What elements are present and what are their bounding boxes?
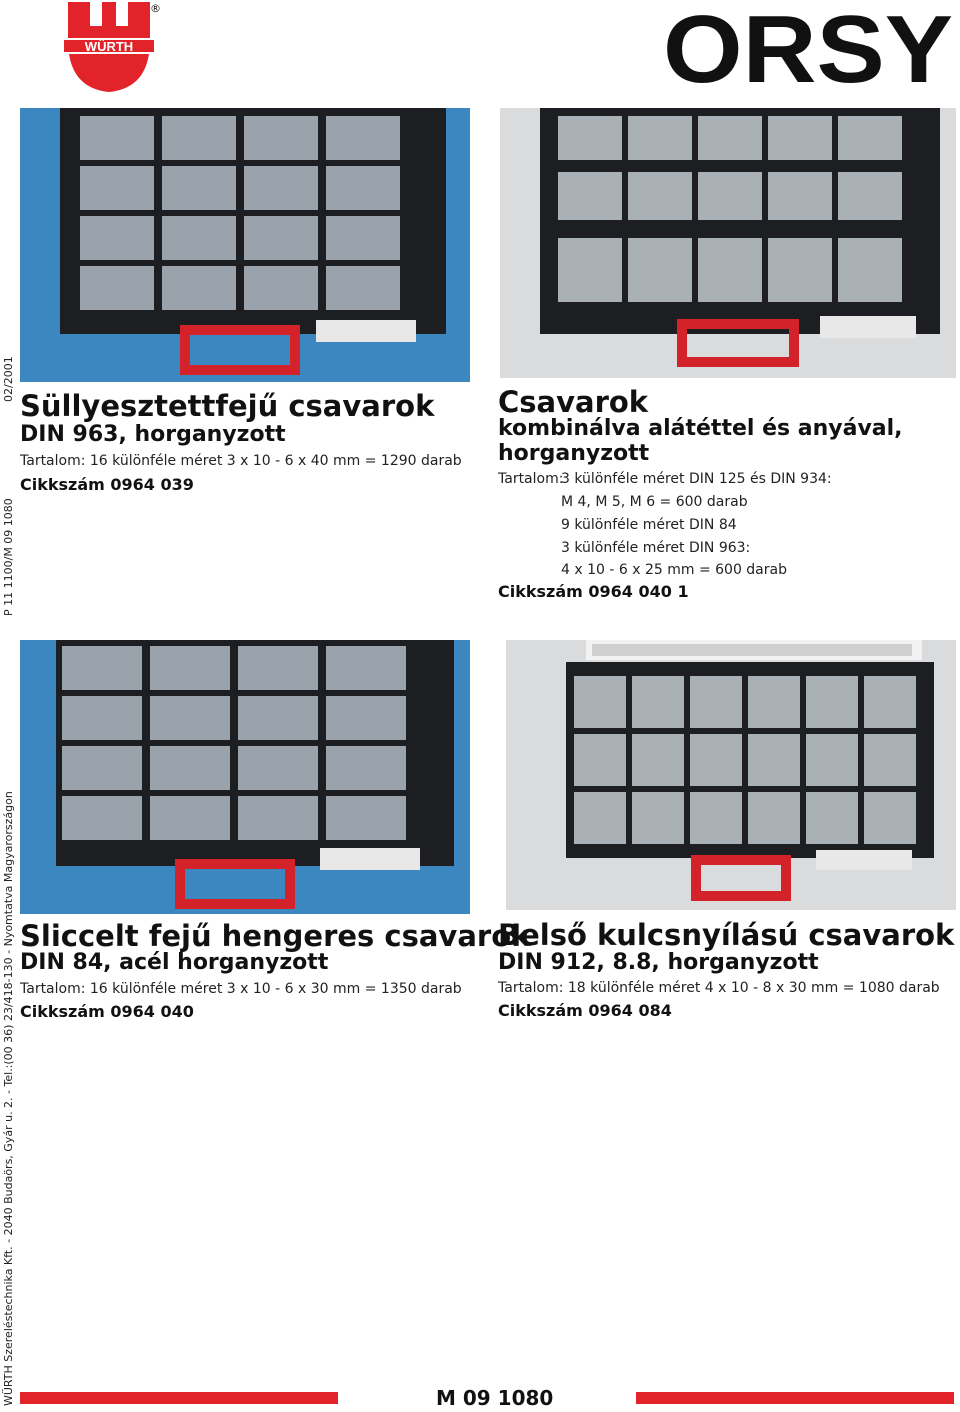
wurth-logo-text: WÜRTH <box>84 39 134 54</box>
footer-catalog-code: M 09 1080 <box>436 1386 554 1410</box>
product-code-slotted: Cikkszám 0964 040 <box>20 1002 194 1021</box>
product-code-socket: Cikkszám 0964 084 <box>498 1001 672 1020</box>
product-content-slotted: Tartalom: 16 különféle méret 3 x 10 - 6 x 30 mm = 1350 darab <box>20 981 462 997</box>
footer-bar-right <box>636 1392 954 1404</box>
product-photo-socket-screws <box>506 640 956 910</box>
company-imprint: WÜRTH Szereléstechnika Kft. - 2040 Budaörs, Gyár u. 2. - Tel.:(00 36) 23/418-130 - Nyomtatva Magyarországon <box>2 791 15 1406</box>
product-content-line-2: M 4, M 5, M 6 = 600 darab <box>561 494 748 510</box>
product-subtitle-countersunk: DIN 963, horganyzott <box>20 422 286 447</box>
product-subtitle-socket: DIN 912, 8.8, horganyzott <box>498 950 819 975</box>
product-content-label-combined: Tartalom: <box>498 471 564 487</box>
product-photo-countersunk-screws <box>20 108 470 382</box>
wurth-logo <box>64 0 154 94</box>
product-title-combined: Csavarok <box>498 385 649 419</box>
product-photo-slotted-screws <box>20 640 470 914</box>
product-code-countersunk: Cikkszám 0964 039 <box>20 475 194 494</box>
document-reference: P 11 1100/M 09 1080 <box>2 498 15 616</box>
product-content-line-1: 3 különféle méret DIN 125 és DIN 934: <box>561 471 832 487</box>
product-content-socket: Tartalom: 18 különféle méret 4 x 10 - 8 x 30 mm = 1080 darab <box>498 980 940 996</box>
product-title-slotted: Sliccelt fejű hengeres csavarok <box>20 919 531 953</box>
product-subtitle-combined-line1: kombinálva alátéttel és anyával, <box>498 416 903 441</box>
registered-mark: ® <box>150 2 161 15</box>
issue-date: 02/2001 <box>2 356 15 402</box>
product-content-line-4: 3 különféle méret DIN 963: <box>561 540 751 556</box>
product-code-combined: Cikkszám 0964 040 1 <box>498 582 689 601</box>
product-content-countersunk: Tartalom: 16 különféle méret 3 x 10 - 6 x 40 mm = 1290 darab <box>20 453 462 469</box>
product-content-line-3: 9 különféle méret DIN 84 <box>561 517 737 533</box>
product-content-line-5: 4 x 10 - 6 x 25 mm = 600 darab <box>561 562 787 578</box>
footer-bar-left <box>20 1392 338 1404</box>
product-subtitle-combined-line2: horganyzott <box>498 441 650 466</box>
product-photo-combined-screws <box>500 108 956 378</box>
orsy-logo-text: ORSY <box>663 6 953 90</box>
product-title-countersunk: Süllyesztettfejű csavarok <box>20 389 435 423</box>
orsy-logo <box>660 6 956 90</box>
product-title-socket: Belső kulcsnyílású csavarok <box>498 918 955 952</box>
product-subtitle-slotted: DIN 84, acél horganyzott <box>20 950 329 975</box>
